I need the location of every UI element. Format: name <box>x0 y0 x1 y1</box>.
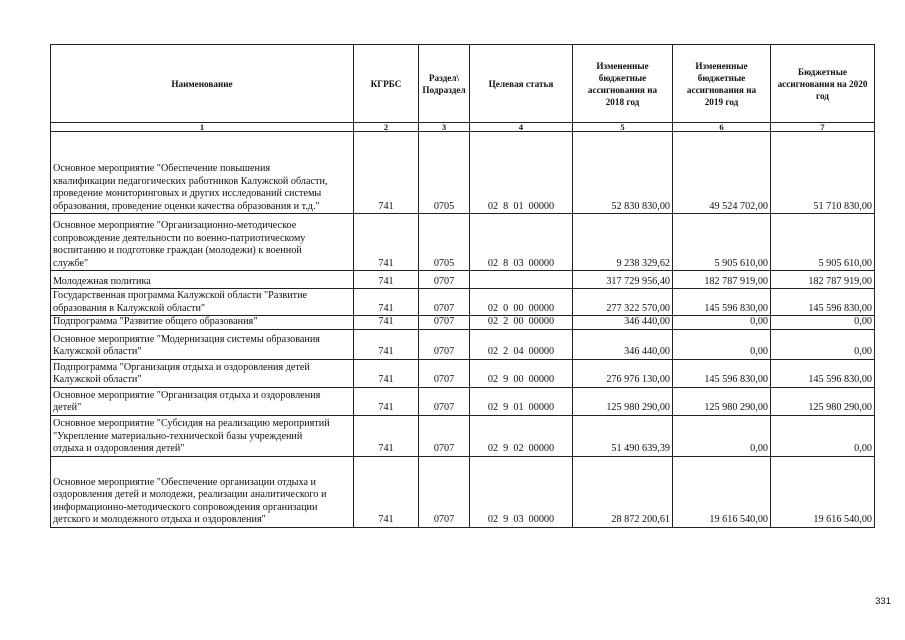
row-2018: 52 830 830,00 <box>573 132 673 214</box>
row-section: 0707 <box>419 289 470 316</box>
header-2020: Бюджетные ассигнования на 2020 год <box>771 45 875 123</box>
row-2018: 346 440,00 <box>573 329 673 359</box>
header-2018: Измененные бюджетные ассигнования на 2018 год <box>573 45 673 123</box>
header-target: Целевая статья <box>470 45 573 123</box>
row-target: 02 2 04 00000 <box>470 329 573 359</box>
column-number: 7 <box>771 123 875 132</box>
row-name: Молодежная политика <box>51 271 354 289</box>
row-section: 0707 <box>419 456 470 527</box>
row-kgrbs: 741 <box>354 316 419 330</box>
row-target: 02 8 03 00000 <box>470 214 573 271</box>
row-2018: 277 322 570,00 <box>573 289 673 316</box>
row-2020: 51 710 830,00 <box>771 132 875 214</box>
row-target: 02 2 00 00000 <box>470 316 573 330</box>
row-kgrbs: 741 <box>354 415 419 456</box>
row-2018: 276 976 130,00 <box>573 359 673 387</box>
header-kgrbs: КГРБС <box>354 45 419 123</box>
row-2018: 125 980 290,00 <box>573 387 673 415</box>
table-row <box>51 316 875 330</box>
row-2019: 125 980 290,00 <box>673 387 771 415</box>
row-2019: 0,00 <box>673 329 771 359</box>
table-row <box>51 359 875 387</box>
row-name: Подпрограмма "Развитие общего образования" <box>51 316 354 330</box>
row-2020: 145 596 830,00 <box>771 289 875 316</box>
row-section: 0707 <box>419 387 470 415</box>
row-name: Основное мероприятие "Модернизация системы образования Калужской области" <box>51 329 354 359</box>
table-row <box>51 329 875 359</box>
row-2020: 0,00 <box>771 415 875 456</box>
row-kgrbs: 741 <box>354 214 419 271</box>
header-section: Раздел\ Подраздел <box>419 45 470 123</box>
table-row <box>51 387 875 415</box>
row-2018: 28 872 200,61 <box>573 456 673 527</box>
row-section: 0707 <box>419 415 470 456</box>
table-row <box>51 415 875 456</box>
header-name: Наименование <box>51 45 354 123</box>
header-2019: Измененные бюджетные ассигнования на 2019 год <box>673 45 771 123</box>
row-section: 0705 <box>419 214 470 271</box>
column-number: 2 <box>354 123 419 132</box>
row-name: Подпрограмма "Организация отдыха и оздоровления детей Калужской области" <box>51 359 354 387</box>
page-number: 331 <box>875 596 891 607</box>
row-target: 02 9 00 00000 <box>470 359 573 387</box>
row-2020: 145 596 830,00 <box>771 359 875 387</box>
row-2019: 19 616 540,00 <box>673 456 771 527</box>
row-name: Основное мероприятие "Субсидия на реализацию мероприятий "Укрепление материально-технической базы учреждений отдыха и оздоровления детей" <box>51 415 354 456</box>
row-target <box>470 271 573 289</box>
row-section: 0707 <box>419 359 470 387</box>
row-2019: 0,00 <box>673 316 771 330</box>
row-name: Основное мероприятие "Организация отдыха и оздоровления детей" <box>51 387 354 415</box>
table-row <box>51 456 875 527</box>
row-target: 02 0 00 00000 <box>470 289 573 316</box>
row-2019: 145 596 830,00 <box>673 289 771 316</box>
row-kgrbs: 741 <box>354 456 419 527</box>
row-target: 02 8 01 00000 <box>470 132 573 214</box>
row-target: 02 9 03 00000 <box>470 456 573 527</box>
row-2020: 182 787 919,00 <box>771 271 875 289</box>
table-row <box>51 271 875 289</box>
row-2019: 0,00 <box>673 415 771 456</box>
row-kgrbs: 741 <box>354 289 419 316</box>
row-kgrbs: 741 <box>354 329 419 359</box>
row-name: Государственная программа Калужской области "Развитие образования в Калужской области" <box>51 289 354 316</box>
row-kgrbs: 741 <box>354 271 419 289</box>
table-row <box>51 214 875 271</box>
row-2020: 0,00 <box>771 329 875 359</box>
row-kgrbs: 741 <box>354 359 419 387</box>
column-number: 5 <box>573 123 673 132</box>
row-2019: 5 905 610,00 <box>673 214 771 271</box>
budget-table <box>50 44 875 528</box>
row-section: 0705 <box>419 132 470 214</box>
table-row <box>51 132 875 214</box>
header-row <box>51 45 875 123</box>
row-section: 0707 <box>419 329 470 359</box>
row-2020: 19 616 540,00 <box>771 456 875 527</box>
row-2019: 49 524 702,00 <box>673 132 771 214</box>
row-section: 0707 <box>419 271 470 289</box>
row-kgrbs: 741 <box>354 132 419 214</box>
row-2019: 182 787 919,00 <box>673 271 771 289</box>
row-name: Основное мероприятие "Организационно-методическое сопровождение деятельности по военно-патриотическому воспитанию и подготовке граждан (молодежи) к военной службе" <box>51 214 354 271</box>
row-2018: 51 490 639,39 <box>573 415 673 456</box>
row-target: 02 9 01 00000 <box>470 387 573 415</box>
column-number-row <box>51 123 875 132</box>
row-section: 0707 <box>419 316 470 330</box>
row-2019: 145 596 830,00 <box>673 359 771 387</box>
column-number: 4 <box>470 123 573 132</box>
row-kgrbs: 741 <box>354 387 419 415</box>
column-number: 6 <box>673 123 771 132</box>
row-name: Основное мероприятие "Обеспечение организации отдыха и оздоровления детей и молодежи, реализации аналитического и информационно-методического сопровождения организации детского и молодежного отдыха и оздоровления" <box>51 456 354 527</box>
row-target: 02 9 02 00000 <box>470 415 573 456</box>
row-2020: 125 980 290,00 <box>771 387 875 415</box>
row-name: Основное мероприятие "Обеспечение повышения квалификации педагогических работников Калужской области, проведение мониторинговых и других исследований системы образования, проведение оценки качества образования и т.д." <box>51 132 354 214</box>
column-number: 3 <box>419 123 470 132</box>
table-row <box>51 289 875 316</box>
row-2018: 317 729 956,40 <box>573 271 673 289</box>
row-2020: 5 905 610,00 <box>771 214 875 271</box>
row-2018: 346 440,00 <box>573 316 673 330</box>
column-number: 1 <box>51 123 354 132</box>
row-2018: 9 238 329,62 <box>573 214 673 271</box>
row-2020: 0,00 <box>771 316 875 330</box>
